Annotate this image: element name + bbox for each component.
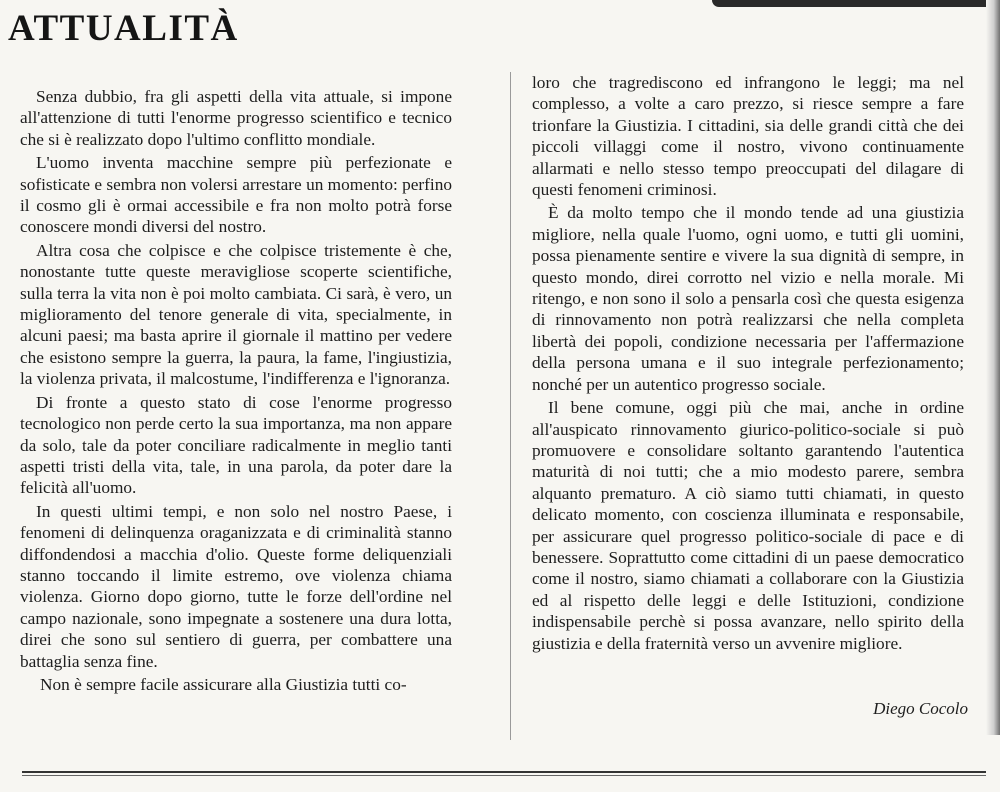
scan-edge-mark	[712, 0, 1000, 7]
scan-edge-shadow	[986, 0, 1000, 735]
paragraph: È da molto tempo che il mondo tende ad una giustizia migliore, nella quale l'uomo, ogni uomo, e tutti gli uomini, possa pienamente sentire e vivere la sua dignità di sempre, in questo mondo, direi corrotto nel vizio e nella morale. Mi ritengo, e non sono il solo a pensarla così che questa esigenza di rinnovamento non potrà realizzarsi che nella completa libertà dei popoli, condizione necessaria per l'affermazione della persona umana e il suo integrale perfezionamento; nonché per un autentico progresso sociale.	[532, 203, 964, 394]
paragraph: Il bene comune, oggi più che mai, anche in ordine all'auspicato rinnovamento giurico-politico-sociale si può promuovere e consolidare soltanto garantendo l'autentica maturità di noi tutti; che a mio modesto parere, sembra alquanto prematuro. A ciò siamo tutti chiamati, in questo delicato momento, con coscienza illuminata e responsabile, per assicurare quel progresso politico-sociale di pace e di benessere. Soprattutto come cittadini di un paese democratico come il nostro, siamo chiamati a collaborare con la Giustizia ed al rispetto delle leggi e delle Istituzioni, condizione indispensabile perchè si possa avanzare, nello spirito della giustizia e della fraternità verso un avvenire migliore.	[532, 398, 964, 653]
bottom-rule	[22, 771, 986, 773]
article-title: ATTUALITÀ	[8, 8, 239, 49]
paragraph: In questi ultimi tempi, e non solo nel nostro Paese, i fenomeni di delinquenza oraganizzata e di criminalità stanno diffondendosi a macchia d'olio. Queste forme deliquenziali stanno toccando il limite estremo, ove violenza chiama violenza. Giorno dopo giorno, tutte le forze dell'ordine nel campo nazionale, sono impegnate a sostenere una dura lotta, direi che sono sul sentiero di guerra, per combattere una battaglia senza fine.	[20, 501, 452, 671]
paragraph: Altra cosa che colpisce e che colpisce tristemente è che, nonostante tutte queste meravigliose scoperte scientifiche, sulla terra la vita non è poi molto cambiata. Ci sarà, è vero, un miglioramento del tenore generale di vita, specialmente, in alcuni paesi; ma basta aprire il giornale il mattino per vedere che esistono sempre la guerra, la paura, la fame, l'ingiustizia, la violenza privata, il malcostume, l'indifferenza e l'ignoranza.	[20, 240, 452, 389]
right-column	[532, 72, 964, 656]
paragraph: Senza dubbio, fra gli aspetti della vita attuale, si impone all'attenzione di tutti l'enorme progresso scientifico e tecnico che si è realizzato dopo l'ultimo conflitto mondiale.	[20, 87, 452, 149]
paragraph: Non è sempre facile assicurare alla Giustizia tutti co-	[40, 674, 407, 694]
column-divider	[510, 72, 511, 740]
left-column	[20, 86, 452, 697]
author-signature: Diego Cocolo	[873, 699, 968, 718]
bottom-rule-secondary	[22, 775, 986, 776]
paragraph: L'uomo inventa macchine sempre più perfezionate e sofisticate e sembra non volersi arrestare un momento: perfino il cosmo gli è ormai accessibile e fra non molto potrà forse conoscere mondi diversi del nostro.	[20, 153, 452, 237]
paragraph: Di fronte a questo stato di cose l'enorme progresso tecnologico non perde certo la sua importanza, ma non appare da solo, tale da poter conciliare radicalmente in meglio tanti aspetti tristi della vita, tale, in una parola, da poter dare la felicità all'uomo.	[20, 392, 452, 498]
paragraph: loro che tragrediscono ed infrangono le leggi; ma nel complesso, a volte a caro prezzo, si riesce sempre a fare trionfare la Giustizia. I cittadini, sia delle grandi città che dei piccoli villaggi come il nostro, vivono continuamente allarmati e nello stesso tempo preoccupati del dilagare di questi fenomeni criminosi.	[532, 73, 964, 200]
